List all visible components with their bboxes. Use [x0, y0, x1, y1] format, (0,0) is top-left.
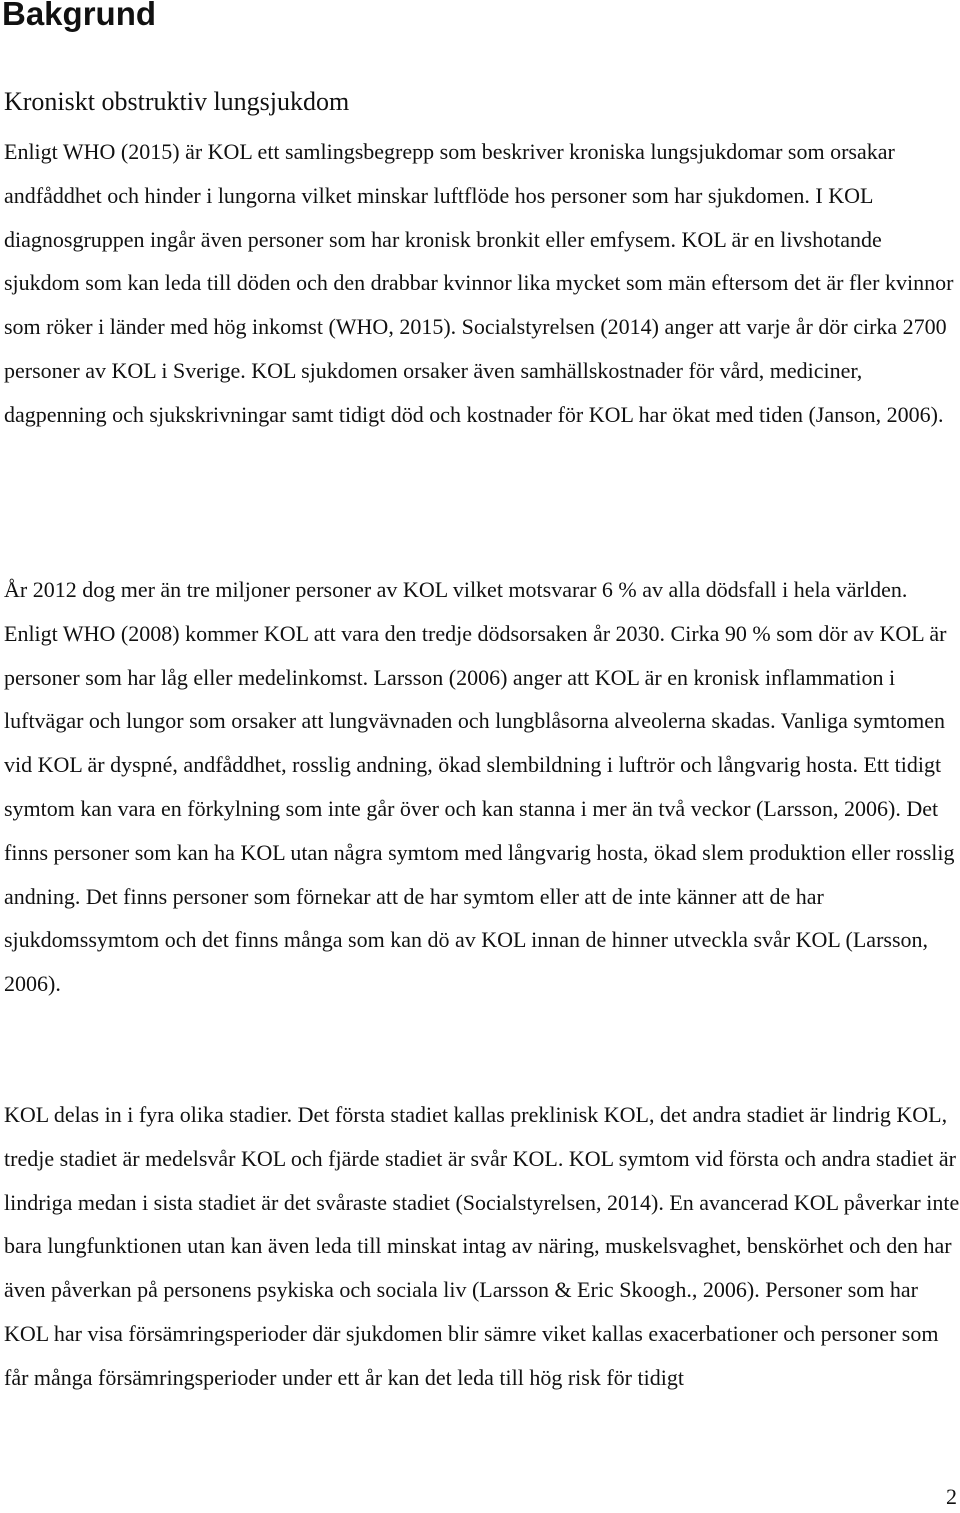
body-paragraph-2: År 2012 dog mer än tre miljoner personer av KOL vilket motsvarar 6 % av alla dödsfall i hela världen. Enligt WHO (2008) kommer KOL att vara den tredje dödsorsaken år 2030. Cirka 90 % som dör av KOL är personer som har låg eller medelinkomst. Larsson (2006) anger att KOL är en kronisk inflammation i luftvägar och lungor som orsaker att lungvävnaden och lungblåsorna alveolerna skadas. Vanliga symtomen vid KOL är dyspné, andfåddhet, rosslig andning, ökad slembildning i luftrör och långvarig hosta. Ett tidigt symtom kan vara en förkylning som inte går över och kan stanna i mer än två veckor (Larsson, 2006). Det finns personer som kan ha KOL utan några symtom med långvarig hosta, ökad slem produktion eller rosslig andning. Det finns personer som förnekar att de har symtom eller att de inte känner att de har sjukdomssymtom och det finns många som kan dö av KOL innan de hinner utveckla svår KOL (Larsson, 2006). [4, 577, 955, 997]
page-number: 2 [946, 1484, 957, 1509]
subsection-heading: Kroniskt obstruktiv lungsjukdom [4, 87, 350, 116]
body-paragraph-3: KOL delas in i fyra olika stadier. Det första stadiet kallas preklinisk KOL, det andra stadiet är lindrig KOL, tredje stadiet är medelsvår KOL och fjärde stadiet är svår KOL. KOL symtom vid första och andra stadiet är lindriga medan i sista stadiet är det svåraste stadiet (Socialstyrelsen, 2014). En avancerad KOL påverkar inte bara lungfunktionen utan kan även leda till minskat intag av näring, muskelsvaghet, benskörhet och den har även påverkan på personens psykiska och sociala liv (Larsson & Eric Skoogh., 2006). Personer som har KOL har visa försämringsperioder där sjukdomen blir sämre viket kallas exacerbationer och personer som får många försämringsperioder under ett år kan det leda till hög risk för tidigt [4, 1102, 960, 1390]
section-heading: Bakgrund [2, 0, 157, 32]
body-paragraph-1: Enligt WHO (2015) är KOL ett samlingsbegrepp som beskriver kroniska lungsjukdomar som orsakar andfåddhet och hinder i lungorna vilket minskar luftflöde hos personer som har sjukdomen. I KOL diagnosgruppen ingår även personer som har kronisk bronkit eller emfysem. KOL är en livshotande sjukdom som kan leda till döden och den drabbar kvinnor lika mycket som män eftersom det är fler kvinnor som röker i länder med hög inkomst (WHO, 2015). Socialstyrelsen (2014) anger att varje år dör cirka 2700 personer av KOL i Sverige. KOL sjukdomen orsaker även samhällskostnader för vård, mediciner, dagpenning och sjukskrivningar samt tidigt död och kostnader för KOL har ökat med tiden (Janson, 2006). [4, 139, 954, 427]
